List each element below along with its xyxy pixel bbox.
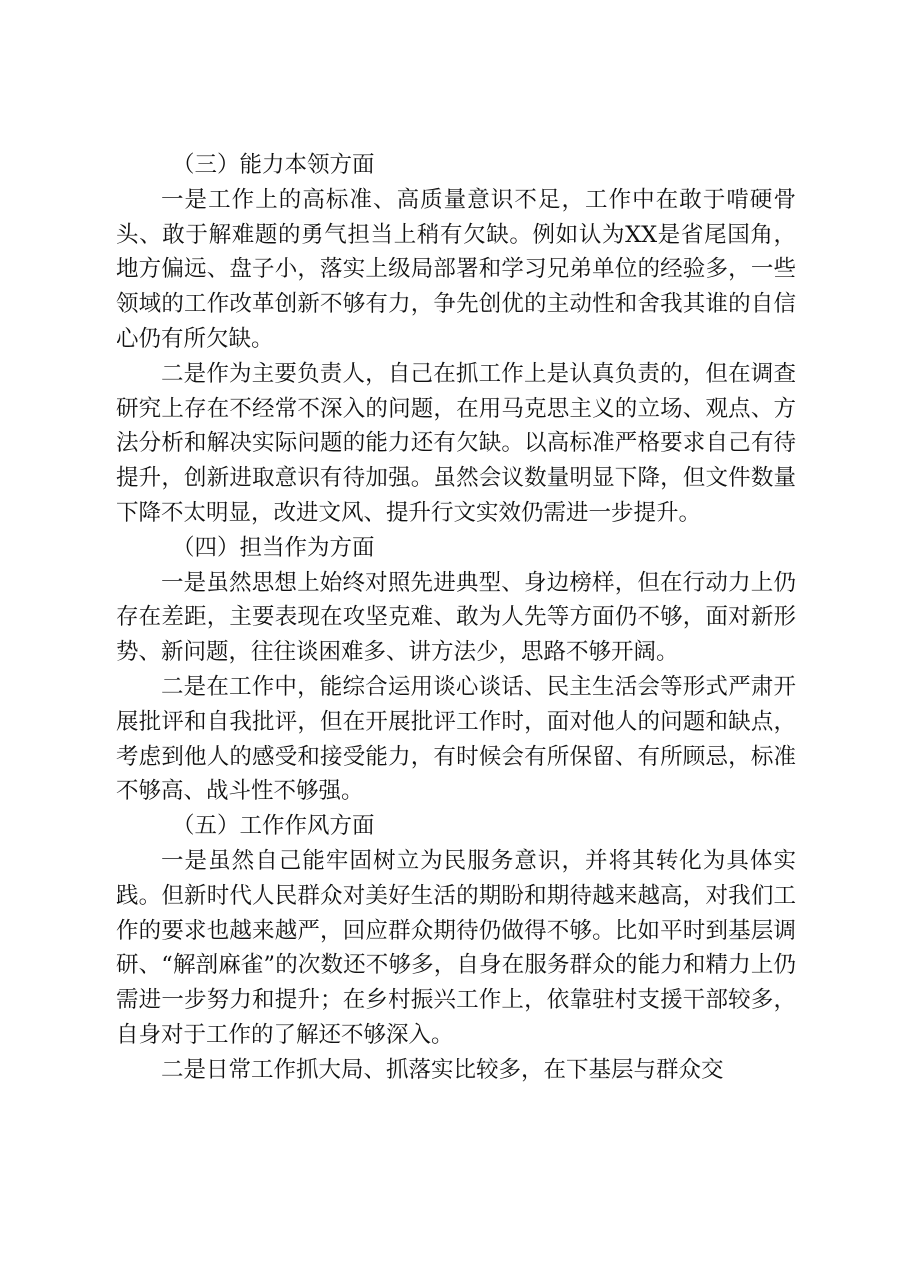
section-heading-4: （四）担当作为方面 <box>172 534 375 561</box>
paragraph-3-2: 二是作为主要负责人，自己在抓工作上是认真负责的，但在调查研究上存在不经常不深入的问题，在用马克思主义的立场、观点、方法分析和解决实际问题的能力还有欠缺。以高标准严格要求自己有待提升，创新进取意识有待加强。虽然会议数量明显下降，但文件数量下降不太明显，改进文风、提升行文实效仍需进一步提升。 <box>116 360 796 526</box>
paragraph-4-1: 一是虽然思想上始终对照先进典型、身边榜样，但在行动力上仍存在差距，主要表现在攻坚克难、敢为人先等方面仍不够，面对新形势、新问题，往往谈困难多、讲方法少，思路不够开阔。 <box>116 569 796 666</box>
section-heading-5: （五）工作作风方面 <box>172 813 375 840</box>
paragraph-5-1: 一是虽然自己能牢固树立为民服务意识，并将其转化为具体实践。但新时代人民群众对美好生活的期盼和期待越来越高，对我们工作的要求也越来越严，回应群众期待仍做得不够。比如平时到基层调研、“解剖麻雀”的次数还不够多，自身在服务群众的能力和精力上仍需进一步努力和提升；在乡村振兴工作上，依靠驻村支援干部较多，自身对于工作的了解还不够深入。 <box>116 847 796 1048</box>
section-heading-3: （三）能力本领方面 <box>172 152 375 178</box>
paragraph-5-2: 二是日常工作抓大局、抓落实比较多，在下基层与群众交 <box>161 1056 724 1083</box>
paragraph-3-1: 一是工作上的高标准、高质量意识不足，工作中在敢于啃硬骨头、敢于解难题的勇气担当上稍有欠缺。例如认为XX是省尾国角，地方偏远、盘子小，落实上级局部署和学习兄弟单位的经验多，一些领域的工作改革创新不够有力，争先创优的主动性和舍我其谁的自信心仍有所欠缺。 <box>116 186 796 352</box>
paragraph-4-2: 二是在工作中，能综合运用谈心谈话、民主生活会等形式严肃开展批评和自我批评，但在开展批评工作时，面对他人的问题和缺点，考虑到他人的感受和接受能力，有时候会有所保留、有所顾忌，标准不够高、战斗性不够强。 <box>116 673 796 805</box>
document-body <box>116 148 796 1088</box>
